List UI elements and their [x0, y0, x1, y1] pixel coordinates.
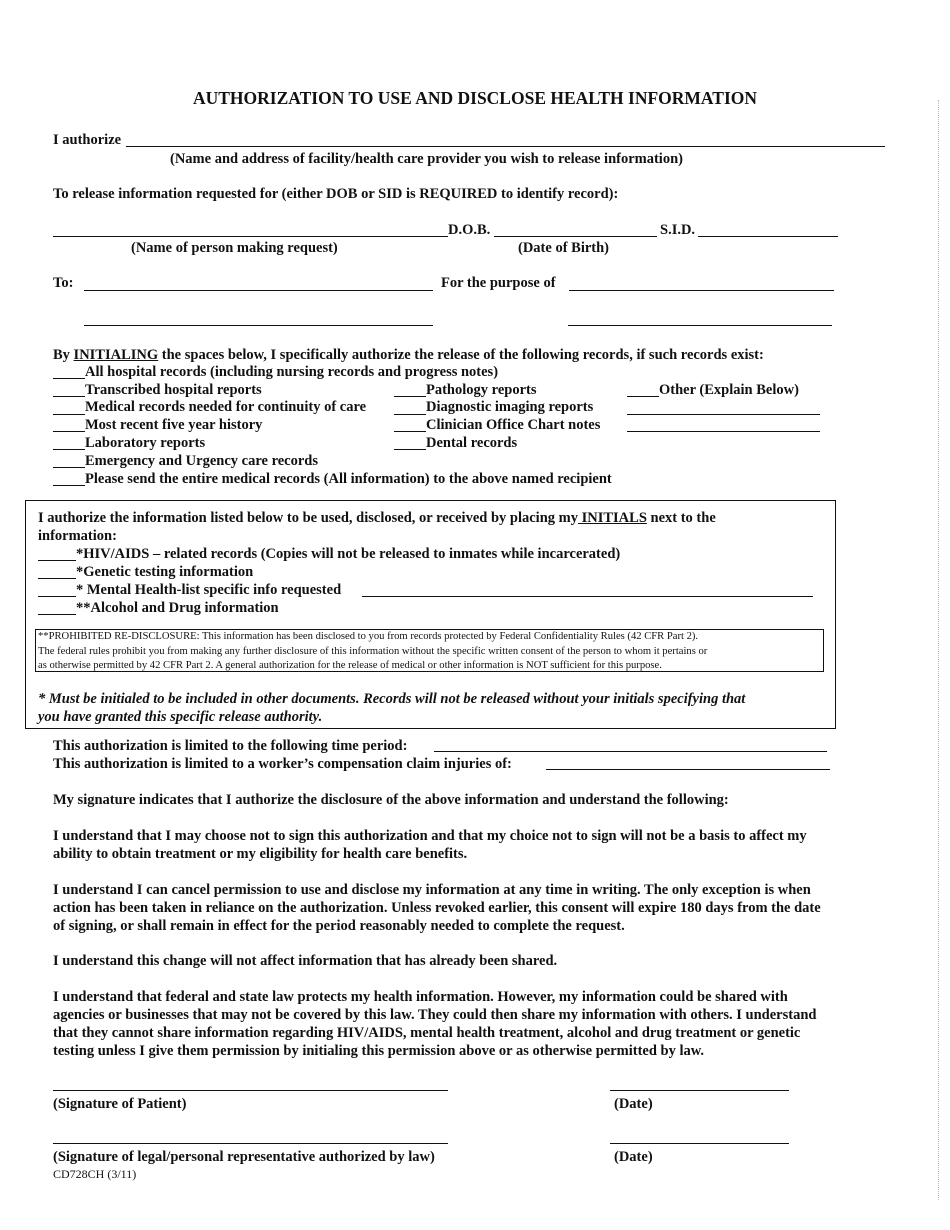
para1-line1: I understand that I may choose not to sign this authorization and that my choice not to sign will not be a basis to affect my	[53, 828, 807, 844]
prohibited-line-1: **PROHIBITED RE-DISCLOSURE: This information has been disclosed to you from records protected by Federal Confidentiality Rules (42 CFR Part 2).	[38, 631, 699, 642]
special-mental: * Mental Health-list specific info requested	[76, 582, 342, 598]
recipient-field-2[interactable]	[84, 325, 433, 326]
must-initial-note-1: * Must be initialed to be included in other documents. Records will not be released without your initials specifying that	[38, 691, 746, 707]
requester-name-hint: (Name of person making request)	[131, 240, 338, 256]
para4-line4: testing unless I give them permission by initialing this permission above or as otherwise permitted by law.	[53, 1043, 705, 1059]
initial-diagnostic[interactable]	[394, 414, 426, 415]
special-genetic: *Genetic testing information	[76, 564, 254, 580]
record-five-year: Most recent five year history	[85, 417, 263, 433]
representative-date-field[interactable]	[610, 1143, 789, 1144]
patient-signature-field[interactable]	[53, 1090, 448, 1091]
form-code: CD728CH (3/11)	[53, 1167, 137, 1181]
representative-signature-field[interactable]	[53, 1143, 448, 1144]
facility-name-field[interactable]	[126, 146, 885, 147]
comp-limit-label: This authorization is limited to a worker’s compensation claim injuries of:	[53, 756, 512, 772]
initial-continuity[interactable]	[53, 414, 85, 415]
other-explain-field-1[interactable]	[627, 414, 820, 415]
record-clinician: Clinician Office Chart notes	[426, 417, 601, 433]
para1-line2: ability to obtain treatment or my eligibility for health care benefits.	[53, 846, 468, 862]
record-continuity: Medical records needed for continuity of care	[85, 399, 367, 415]
initial-other[interactable]	[627, 396, 659, 397]
initial-pathology[interactable]	[394, 396, 426, 397]
time-period-field[interactable]	[434, 751, 827, 752]
sid-label: S.I.D.	[660, 222, 696, 238]
facility-hint: (Name and address of facility/health care provider you wish to release information)	[170, 151, 683, 167]
signature-indicates: My signature indicates that I authorize the disclosure of the above information and understand the following:	[53, 792, 729, 808]
record-diagnostic: Diagnostic imaging reports	[426, 399, 594, 415]
patient-date-field[interactable]	[610, 1090, 789, 1091]
initial-all-hospital[interactable]	[53, 378, 85, 379]
purpose-field-2[interactable]	[568, 325, 832, 326]
requester-name-field[interactable]	[53, 236, 448, 237]
purpose-field[interactable]	[569, 290, 834, 291]
prohibited-redisclosure-notice	[35, 629, 824, 672]
recipient-field[interactable]	[84, 290, 433, 291]
release-intro: To release information requested for (either DOB or SID is REQUIRED to identify record):	[53, 186, 619, 202]
must-initial-note-2: you have granted this specific release authority.	[38, 709, 323, 725]
para3: I understand this change will not affect information that has already been shared.	[53, 953, 558, 969]
record-dental: Dental records	[426, 435, 518, 451]
para2-line1: I understand I can cancel permission to use and disclose my information at any time in writing. The only exception is when	[53, 882, 811, 898]
initial-mental[interactable]	[38, 596, 76, 597]
time-limit-label: This authorization is limited to the following time period:	[53, 738, 408, 754]
record-emergency: Emergency and Urgency care records	[85, 453, 319, 469]
record-other: Other (Explain Below)	[659, 382, 799, 398]
special-intro-cont: information:	[38, 528, 117, 544]
dob-label: D.O.B.	[448, 222, 491, 238]
initial-entire[interactable]	[53, 485, 85, 486]
initial-five-year[interactable]	[53, 431, 85, 432]
initial-emergency[interactable]	[53, 467, 85, 468]
mental-health-info-field[interactable]	[362, 596, 813, 597]
other-explain-field-2[interactable]	[627, 431, 820, 432]
representative-signature-label: (Signature of legal/personal representative authorized by law)	[53, 1149, 435, 1165]
para2-line2: action has been taken in reliance on the authorization. Unless revoked earlier, this consent will expire 180 days from the date	[53, 900, 821, 916]
dob-hint: (Date of Birth)	[518, 240, 610, 256]
record-pathology: Pathology reports	[426, 382, 537, 398]
para4-line2: agencies or businesses that may not be covered by this law. They could then share my information with others. I understand	[53, 1007, 817, 1023]
special-hiv: *HIV/AIDS – related records (Copies will not be released to inmates while incarcerated)	[76, 546, 621, 562]
initialing-instruction: By INITIALING the spaces below, I specifically authorize the release of the following records, if such records exist:	[53, 347, 764, 363]
authorize-label: I authorize	[53, 132, 122, 148]
patient-signature-label: (Signature of Patient)	[53, 1096, 187, 1112]
page-title: AUTHORIZATION TO USE AND DISCLOSE HEALTH INFORMATION	[192, 88, 758, 108]
record-entire: Please send the entire medical records (All information) to the above named recipient	[85, 471, 612, 487]
initial-genetic[interactable]	[38, 578, 76, 579]
sid-field[interactable]	[698, 236, 838, 237]
representative-date-label: (Date)	[614, 1149, 653, 1165]
page-edge-scan-artifact	[938, 100, 950, 1200]
purpose-label: For the purpose of	[441, 275, 556, 291]
initial-clinician[interactable]	[394, 431, 426, 432]
para4-line1: I understand that federal and state law protects my health information. However, my information could be shared with	[53, 989, 788, 1005]
record-laboratory: Laboratory reports	[85, 435, 206, 451]
initial-transcribed[interactable]	[53, 396, 85, 397]
special-alcohol: **Alcohol and Drug information	[76, 600, 279, 616]
patient-date-label: (Date)	[614, 1096, 653, 1112]
dob-field[interactable]	[494, 236, 657, 237]
initial-hiv[interactable]	[38, 560, 76, 561]
initial-laboratory[interactable]	[53, 449, 85, 450]
para4-line3: that they cannot share information regarding HIV/AIDS, mental health treatment, alcohol and drug treatment or genetic	[53, 1025, 801, 1041]
initial-alcohol[interactable]	[38, 614, 76, 615]
special-intro: I authorize the information listed below to be used, disclosed, or received by placing my INITIALS next to the	[38, 510, 716, 526]
prohibited-line-3: as otherwise permitted by 42 CFR Part 2. A general authorization for the release of medical or other information is NOT sufficient for this purpose.	[38, 660, 662, 671]
record-transcribed: Transcribed hospital reports	[85, 382, 262, 398]
comp-claim-field[interactable]	[546, 769, 830, 770]
initial-dental[interactable]	[394, 449, 426, 450]
to-label: To:	[53, 275, 74, 291]
prohibited-line-2: The federal rules prohibit you from making any further disclosure of this information without the specific written consent of the person to whom it pertains or	[38, 645, 708, 657]
record-all-hospital: All hospital records (including nursing records and progress notes)	[85, 364, 499, 380]
para2-line3: of signing, or shall remain in effect for the period reasonably needed to complete the request.	[53, 918, 625, 934]
